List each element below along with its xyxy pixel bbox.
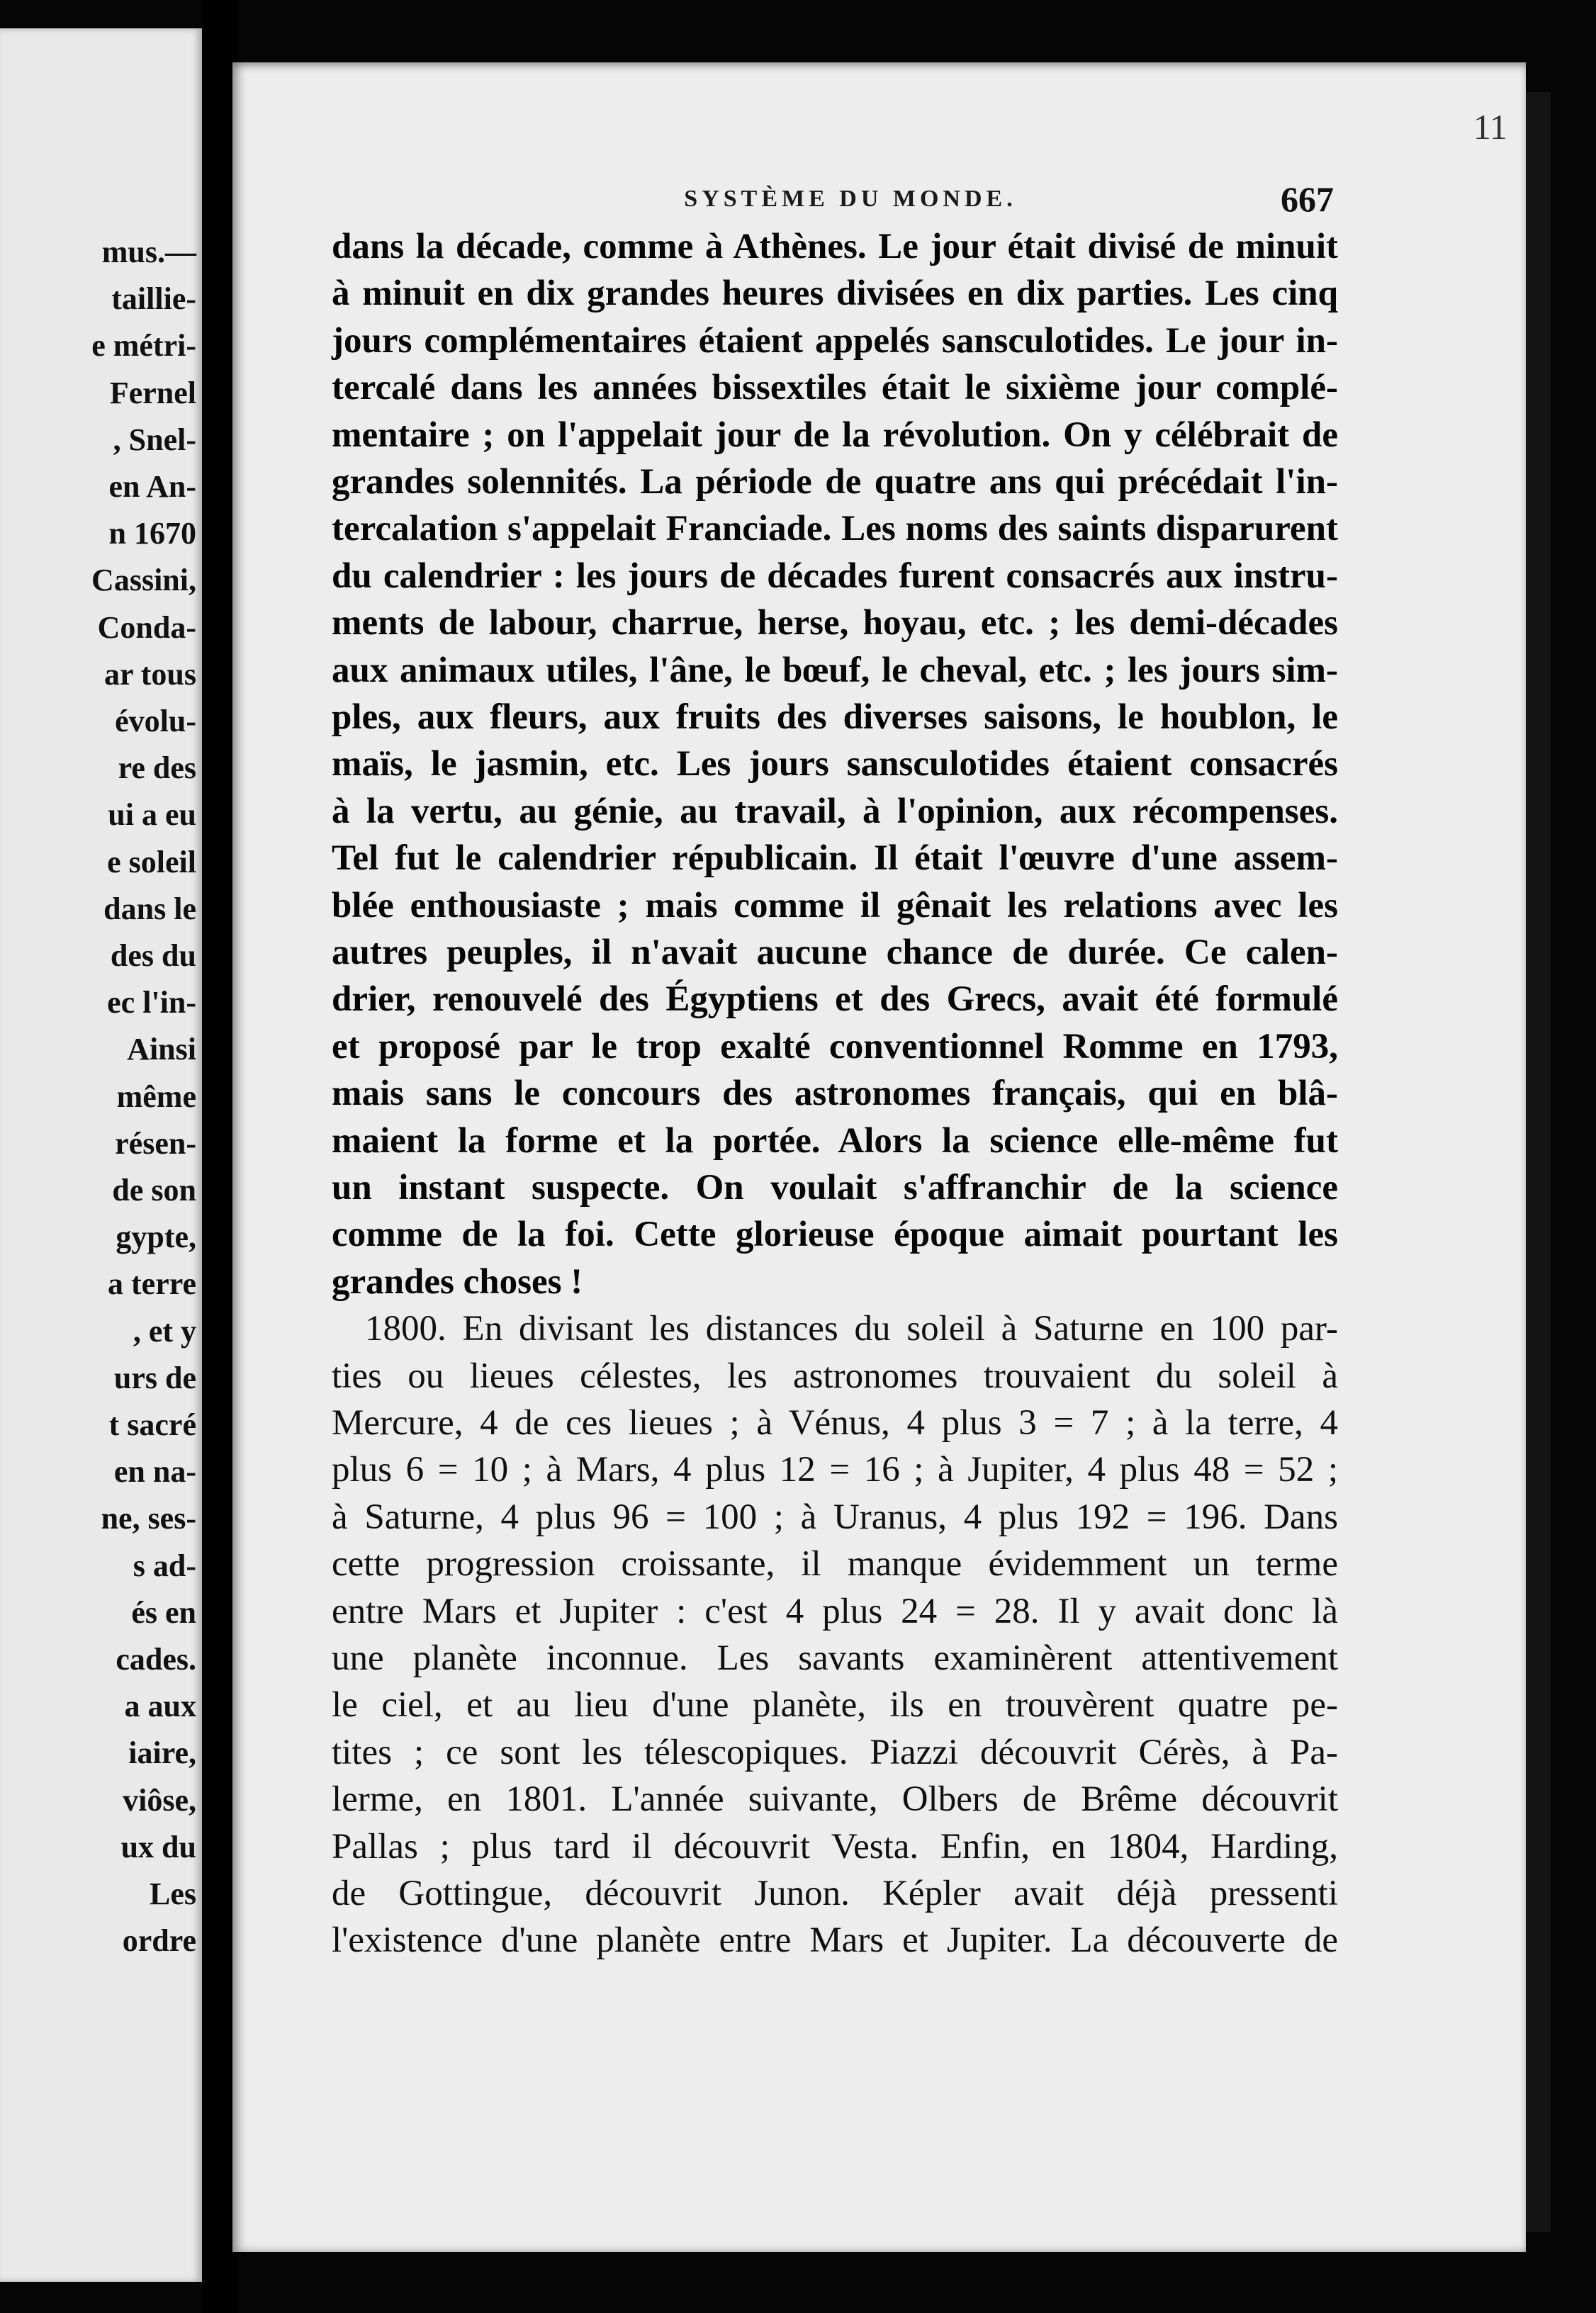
previous-page-line: en na- — [113, 1454, 196, 1490]
text-line: ples, aux fleurs, aux fruits des diverses saisons, le houblon, le — [332, 697, 1338, 737]
previous-page-line: ui a eu — [108, 797, 196, 833]
previous-page-line: , Snel- — [113, 422, 196, 457]
text-line: autres peuples, il n'avait aucune chance de durée. Ce calen- — [332, 933, 1338, 972]
previous-page-line: ordre — [122, 1923, 196, 1959]
text-line: mentaire ; on l'appelait jour de la révolution. On y célébrait de — [332, 415, 1338, 455]
previous-page-line: re des — [118, 750, 196, 786]
text-line: grandes choses ! — [332, 1261, 583, 1302]
previous-page-line: taillie- — [111, 281, 196, 317]
previous-page-line: dans le — [103, 891, 196, 926]
text-line: à la vertu, au génie, au travail, à l'opinion, aux récompenses. — [332, 791, 1338, 831]
text-line: tercalé dans les années bissextiles était le sixième jour complé- — [332, 368, 1338, 408]
previous-page-line: ux du — [120, 1829, 196, 1864]
text-line: plus 6 = 10 ; à Mars, 4 plus 12 = 16 ; à Jupiter, 4 plus 48 = 52 ; — [332, 1450, 1338, 1490]
text-line: ments de labour, charrue, herse, hoyau, etc. ; les demi-décades — [332, 603, 1338, 643]
text-line: blée enthousiaste ; mais comme il gênait les relations avec les — [332, 885, 1338, 925]
page-number: 667 — [1281, 179, 1334, 219]
text-line: entre Mars et Jupiter : c'est 4 plus 24 = 28. Il y avait donc là — [332, 1591, 1338, 1631]
text-line: jours complémentaires étaient appelés sansculotides. Le jour in- — [332, 320, 1338, 361]
previous-page-line: mus.— — [101, 235, 196, 269]
text-line: lerme, en 1801. L'année suivante, Olbers de Brême découvrit — [332, 1779, 1338, 1820]
text-line: mais sans le concours des astronomes français, qui en blâ- — [332, 1074, 1338, 1114]
previous-page-line: a aux — [124, 1689, 196, 1724]
text-line: Mercure, 4 de ces lieues ; à Vénus, 4 plus 3 = 7 ; à la terre, 4 — [332, 1403, 1338, 1443]
previous-page-line: viôse, — [123, 1782, 196, 1818]
previous-page-line: ec l'in- — [107, 985, 196, 1020]
text-line: comme de la foi. Cette glorieuse époque aimait pourtant les — [332, 1215, 1338, 1255]
text-line: et proposé par le trop exalté conventionnel Romme en 1793, — [332, 1026, 1338, 1067]
text-line: tites ; ce sont les télescopiques. Piazzi découvrit Cérès, à Pa- — [332, 1732, 1338, 1772]
text-line: l'existence d'une planète entre Mars et Jupiter. La découverte de — [332, 1920, 1338, 1961]
previous-page-line: cades. — [116, 1642, 196, 1677]
text-line: Tel fut le calendrier républicain. Il était l'œuvre d'une assem- — [332, 838, 1338, 879]
page-edge — [1526, 92, 1551, 2232]
text-line: à minuit en dix grandes heures divisées en dix parties. Les cinq — [332, 274, 1338, 314]
previous-page-line: Ainsi — [127, 1032, 196, 1067]
previous-page-line: ne, ses- — [101, 1501, 196, 1536]
text-line: maïs, le jasmin, etc. Les jours sansculotides étaient consacrés — [332, 744, 1338, 784]
previous-page-line: a terre — [108, 1266, 196, 1302]
previous-page-line: e métri- — [91, 328, 196, 364]
text-line: de Gottingue, découvrit Junon. Képler avait déjà pressenti — [332, 1874, 1338, 1913]
previous-page-line: des du — [110, 938, 196, 973]
text-line: le ciel, et au lieu d'une planète, ils en trouvèrent quatre pe- — [332, 1685, 1338, 1726]
previous-page-line: Cassini, — [91, 563, 196, 598]
previous-page-line: en An- — [108, 469, 196, 504]
text-line: aux animaux utiles, l'âne, le bœuf, le cheval, etc. ; les jours sim- — [332, 650, 1338, 690]
previous-page-line: Les — [150, 1876, 196, 1911]
previous-page-line: , et y — [133, 1313, 196, 1349]
text-line: ties ou lieues célestes, les astronomes trouvaient du soleil à — [332, 1356, 1338, 1396]
previous-page-line: s ad- — [133, 1548, 196, 1583]
previous-page-line: és en — [131, 1594, 196, 1630]
previous-page-line: Conda- — [97, 609, 196, 645]
previous-page-line: urs de — [113, 1360, 196, 1395]
text-line: cette progression croissante, il manque évidemment un terme — [332, 1544, 1338, 1585]
text-line: Pallas ; plus tard il découvrit Vesta. Enfin, en 1804, Harding, — [332, 1826, 1338, 1867]
text-line: drier, renouvelé des Égyptiens et des Grecs, avait été formulé — [332, 979, 1338, 1020]
text-line: un instant suspecte. On voulait s'affranchir de la science — [332, 1168, 1338, 1208]
text-line: maient la forme et la portée. Alors la science elle-même fut — [332, 1120, 1338, 1161]
previous-page-line: t sacré — [108, 1407, 196, 1442]
text-line: une planète inconnue. Les savants examinèrent attentivement — [332, 1638, 1338, 1678]
previous-page-line: de son — [112, 1173, 196, 1208]
text-line: dans la décade, comme à Athènes. Le jour était divisé de minuit — [332, 227, 1338, 266]
previous-page-line: Fernel — [109, 375, 196, 410]
previous-page-line: gypte, — [116, 1220, 196, 1255]
text-line: du calendrier : les jours de décades furent consacrés aux instru- — [332, 556, 1338, 596]
corner-mark: 11 — [1473, 107, 1507, 147]
previous-page-line: même — [116, 1079, 196, 1114]
text-line: à Saturne, 4 plus 96 = 100 ; à Uranus, 4 plus 192 = 196. Dans — [332, 1497, 1338, 1537]
previous-page-line: ar tous — [104, 656, 196, 692]
running-head: SYSTÈME DU MONDE. — [684, 186, 1017, 212]
previous-page-line: iaire, — [128, 1735, 196, 1771]
text-line: grandes solennités. La période de quatre ans qui précédait l'in- — [332, 462, 1338, 502]
text-line: tercalation s'appelait Franciade. Les noms des saints disparurent — [332, 509, 1338, 549]
previous-page-line: n 1670 — [108, 516, 196, 551]
text-line: 1800. En divisant les distances du soleil à Saturne en 100 par- — [365, 1309, 1338, 1349]
previous-page-line: évolu- — [115, 704, 196, 738]
previous-page-line: résen- — [115, 1125, 196, 1161]
previous-page-line: e soleil — [107, 844, 196, 879]
previous-page-fragment — [0, 28, 202, 2282]
